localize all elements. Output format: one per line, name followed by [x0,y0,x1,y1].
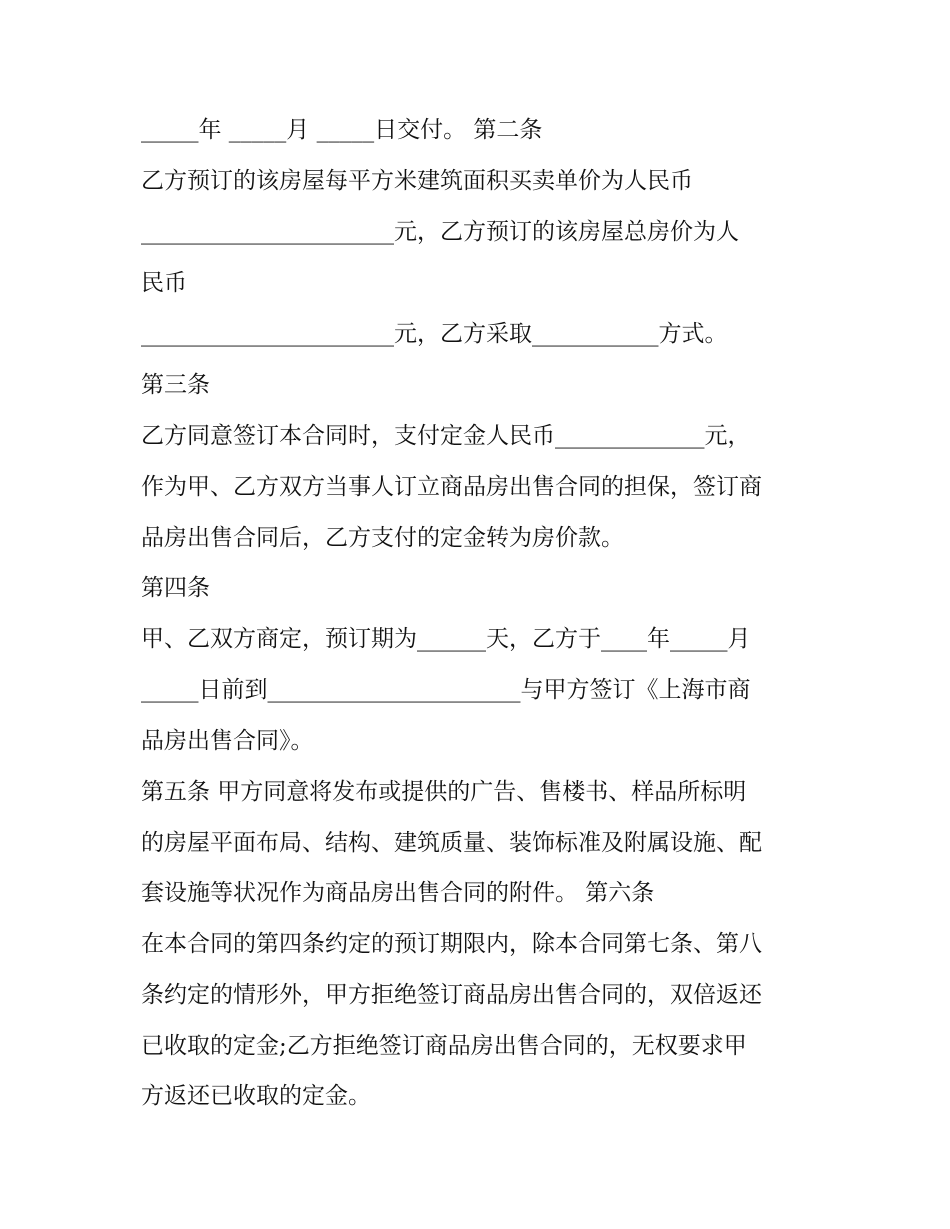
text-line: 的房屋平面布局、结构、建筑质量、装饰标准及附属设施、配 [141,830,762,856]
text-line: 在本合同的第四条约定的预订期限内，除本合同第七条、第八 [141,931,762,957]
text-line: 甲、乙双方商定，预订期为______天，乙方于____年_____月 [141,626,751,652]
text-line: ______________________元，乙方预订的该房屋总房价为人 [141,219,739,245]
text-line: 品房出售合同后，乙方支付的定金转为房价款。 [141,525,624,551]
text-line: 已收取的定金;乙方拒绝签订商品房出售合同的，无权要求甲 [141,1033,747,1059]
text-line: 民币 [141,270,187,296]
text-line: 套设施等状况作为商品房出售合同的附件。 第六条 [141,880,655,906]
text-line: 作为甲、乙方双方当事人订立商品房出售合同的担保，签订商 [141,474,762,500]
text-line: ______________________元，乙方采取___________方式。 [141,321,728,347]
text-line: 方返还已收取的定金。 [141,1083,371,1109]
text-line: _____年 _____月 _____日交付。 第二条 [141,117,543,143]
section-heading: 第四条 [141,575,210,601]
text-line: _____日前到______________________与甲方签订《上海市商 [141,677,751,703]
text-line: 第五条 甲方同意将发布或提供的广告、售楼书、样品所标明 [141,779,747,805]
text-line: 条约定的情形外，甲方拒绝签订商品房出售合同的，双倍返还 [141,982,762,1008]
section-heading: 第三条 [141,372,210,398]
text-line: 品房出售合同》。 [141,728,314,754]
text-line: 乙方同意签订本合同时，支付定金人民币_____________元， [141,423,751,449]
text-line: 乙方预订的该房屋每平方米建筑面积买卖单价为人民币 [141,168,693,194]
